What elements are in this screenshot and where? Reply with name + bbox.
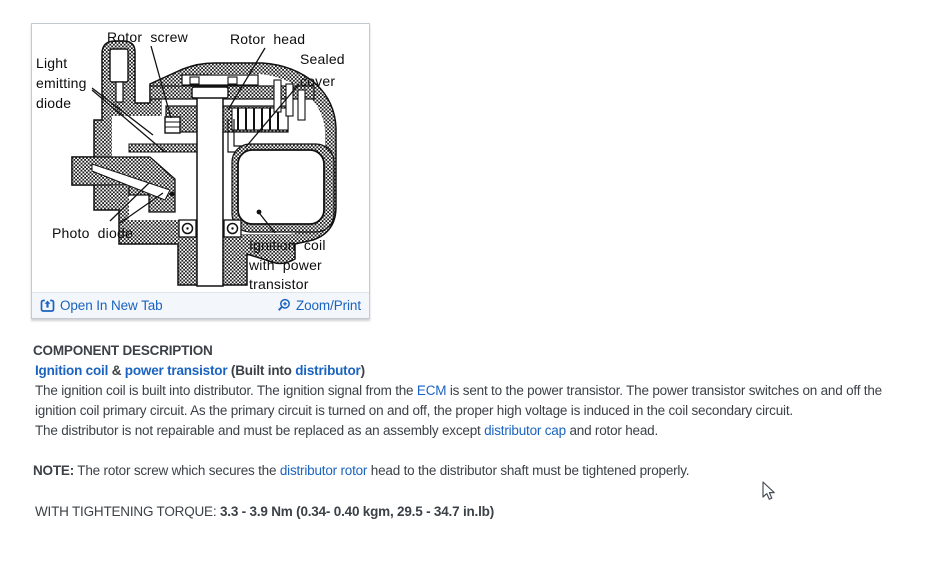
paragraph-text: and rotor head. [565, 423, 659, 438]
torque-label: WITH TIGHTENING TORQUE: [35, 504, 220, 519]
distributor-cap-link[interactable]: distributor cap [484, 423, 566, 438]
paragraph-text: is sent to the power transistor. The power transistor switches on and off the ignition coil primary circuit. As the primary circuit is turned on and off, the proper high voltage is induced in the coil secondary circuit. [35, 383, 882, 418]
figure-toolbar [32, 292, 369, 318]
description-paragraph [33, 381, 897, 421]
open-in-new-tab-label: Open In New Tab [60, 298, 163, 313]
figure-label-rotor-screw: Rotor screw [107, 29, 188, 45]
mouse-cursor [762, 481, 776, 501]
section-heading: COMPONENT DESCRIPTION [33, 343, 213, 358]
section-subheading [33, 361, 897, 381]
power-transistor-link[interactable]: power transistor [124, 363, 228, 378]
figure-label-rotor-head: Rotor head [230, 31, 306, 47]
figure-label-photo-diode: Photo diode [52, 225, 133, 241]
paragraph-text: The rotor screw which secures the [74, 463, 280, 478]
paragraph-text: head to the distributor shaft must be tightened properly. [367, 463, 690, 478]
torque-paragraph [33, 502, 897, 522]
distributor-link[interactable]: distributor [295, 363, 361, 378]
torque-value: 3.3 - 3.9 Nm (0.34- 0.40 kgm, 29.5 - 34.7 in.lb) [219, 504, 494, 519]
open-in-new-tab-link[interactable] [40, 298, 163, 313]
subheading-text: & [108, 363, 125, 378]
distributor-diagram [32, 24, 369, 292]
figure-label-led-line1: Light [36, 55, 68, 71]
figure-label-sealed-cover-line1: Sealed [300, 51, 345, 67]
zoom-print-label: Zoom/Print [295, 298, 361, 313]
ignition-coil-part [238, 150, 324, 224]
subheading-text: (Built into [227, 363, 296, 378]
zoom-magnifier-icon[interactable] [276, 298, 291, 313]
figure-label-led-line3: diode [36, 95, 72, 111]
ignition-coil-link[interactable]: Ignition coil [35, 363, 109, 378]
figure-card [31, 23, 370, 319]
distributor-rotor-link[interactable]: distributor rotor [279, 463, 368, 478]
zoom-print-link[interactable] [276, 298, 361, 313]
subheading-text: ) [360, 363, 365, 378]
paragraph-text: The ignition coil is built into distributor. The ignition signal from the [35, 383, 417, 398]
repair-paragraph [33, 421, 897, 441]
figure-label-ignition-coil-line3: transistor [249, 276, 309, 292]
figure-label-ignition-coil-line2: with power [249, 257, 322, 273]
distributor-shaft-part [197, 94, 223, 286]
note-paragraph [33, 461, 897, 481]
rotor-screw-part [165, 117, 180, 133]
ecm-link[interactable]: ECM [416, 383, 447, 398]
figure-label-sealed-cover-line2: cover [300, 73, 336, 89]
figure-label-ignition-coil-line1: Ignition coil [249, 237, 326, 253]
paragraph-text: The distributor is not repairable and must be replaced as an assembly except [35, 423, 485, 438]
figure-label-led-line2: emitting [36, 75, 87, 91]
note-label: NOTE: [33, 463, 74, 478]
open-in-new-tab-icon[interactable] [40, 298, 55, 313]
